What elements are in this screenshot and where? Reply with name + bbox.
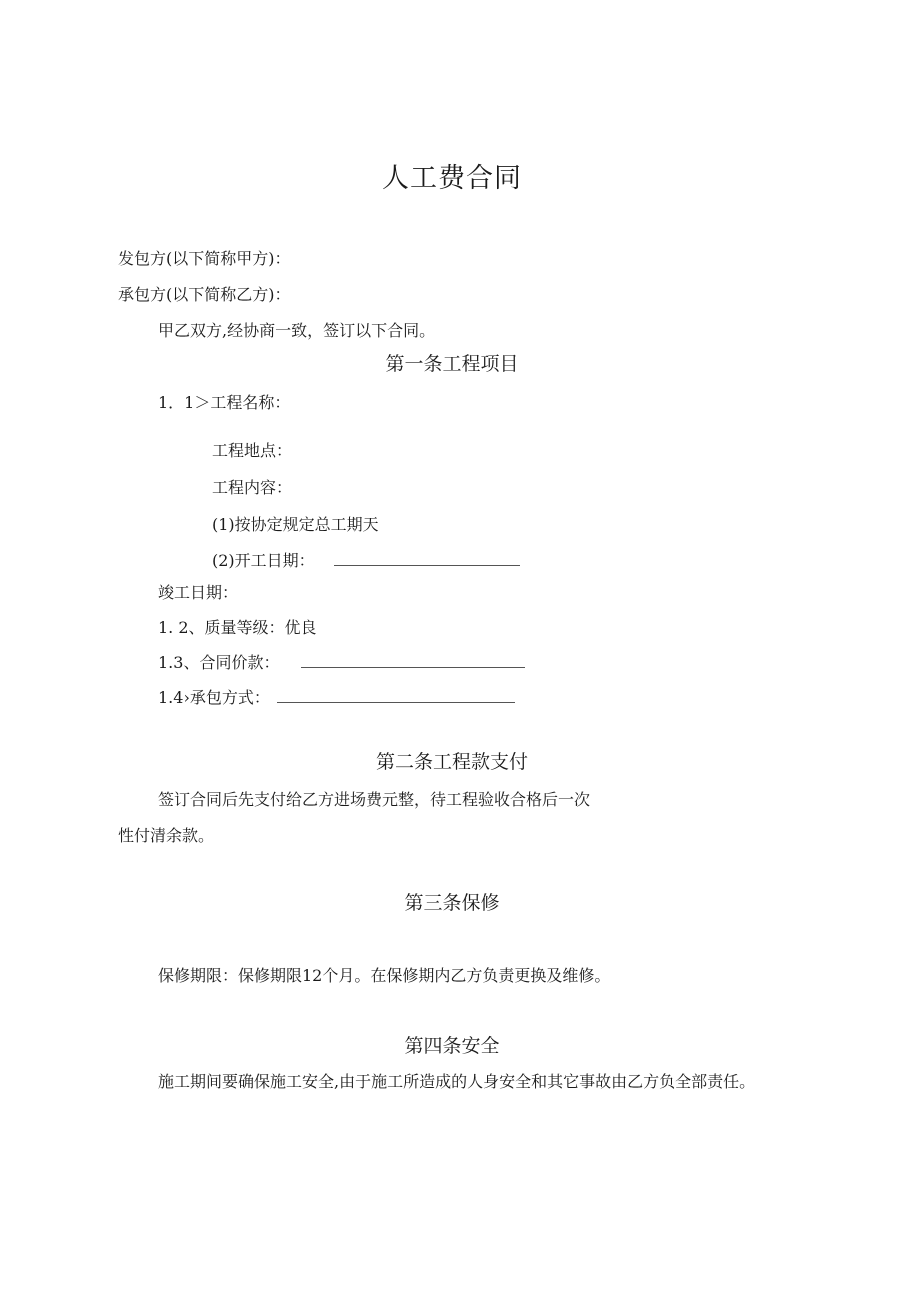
article-2-heading: 第二条工程款支付 — [375, 751, 528, 773]
completion-date-line: 竣工日期： — [158, 583, 239, 602]
start-date-blank — [334, 551, 520, 566]
project-location-line: 工程地点： — [212, 441, 293, 460]
safety-paragraph: 施工期间要确保施工安全,由于施工所造成的人身安全和其它事故由乙方负全部责任。 — [158, 1072, 756, 1091]
method-blank — [277, 688, 515, 703]
article-1-heading: 第一条工程项目 — [385, 353, 519, 375]
quality-line: 1. 2、质量等级：优良 — [158, 618, 317, 637]
duration-line: (1)按协定规定总工期天 — [212, 515, 379, 534]
method-label: 1.4›承包方式： — [158, 688, 270, 707]
party-b-line: 承包方(以下简称乙方)： — [118, 285, 291, 304]
price-label: 1.3、合同价款： — [158, 653, 280, 672]
document-title: 人工费合同 — [382, 163, 522, 194]
price-line — [158, 653, 525, 673]
project-name-line: 1．1＞工程名称： — [158, 393, 291, 412]
project-content-line: 工程内容： — [212, 478, 293, 497]
article-3-heading: 第三条保修 — [404, 892, 500, 914]
intro-paragraph: 甲乙双方,经协商一致，签订以下合同。 — [158, 321, 436, 340]
party-a-line: 发包方(以下简称甲方)： — [118, 249, 291, 268]
warranty-paragraph: 保修期限：保修期限12个月。在保修期内乙方负责更换及维修。 — [158, 966, 611, 985]
payment-paragraph-line-1: 签订合同后先支付给乙方进场费元整，待工程验收合格后一次 — [158, 790, 591, 809]
start-date-line — [212, 551, 520, 571]
method-line — [158, 688, 515, 708]
price-blank — [301, 653, 525, 668]
start-date-label: (2)开工日期： — [212, 551, 315, 570]
article-4-heading: 第四条安全 — [404, 1035, 500, 1057]
payment-paragraph-line-2: 性付清余款。 — [118, 826, 215, 845]
